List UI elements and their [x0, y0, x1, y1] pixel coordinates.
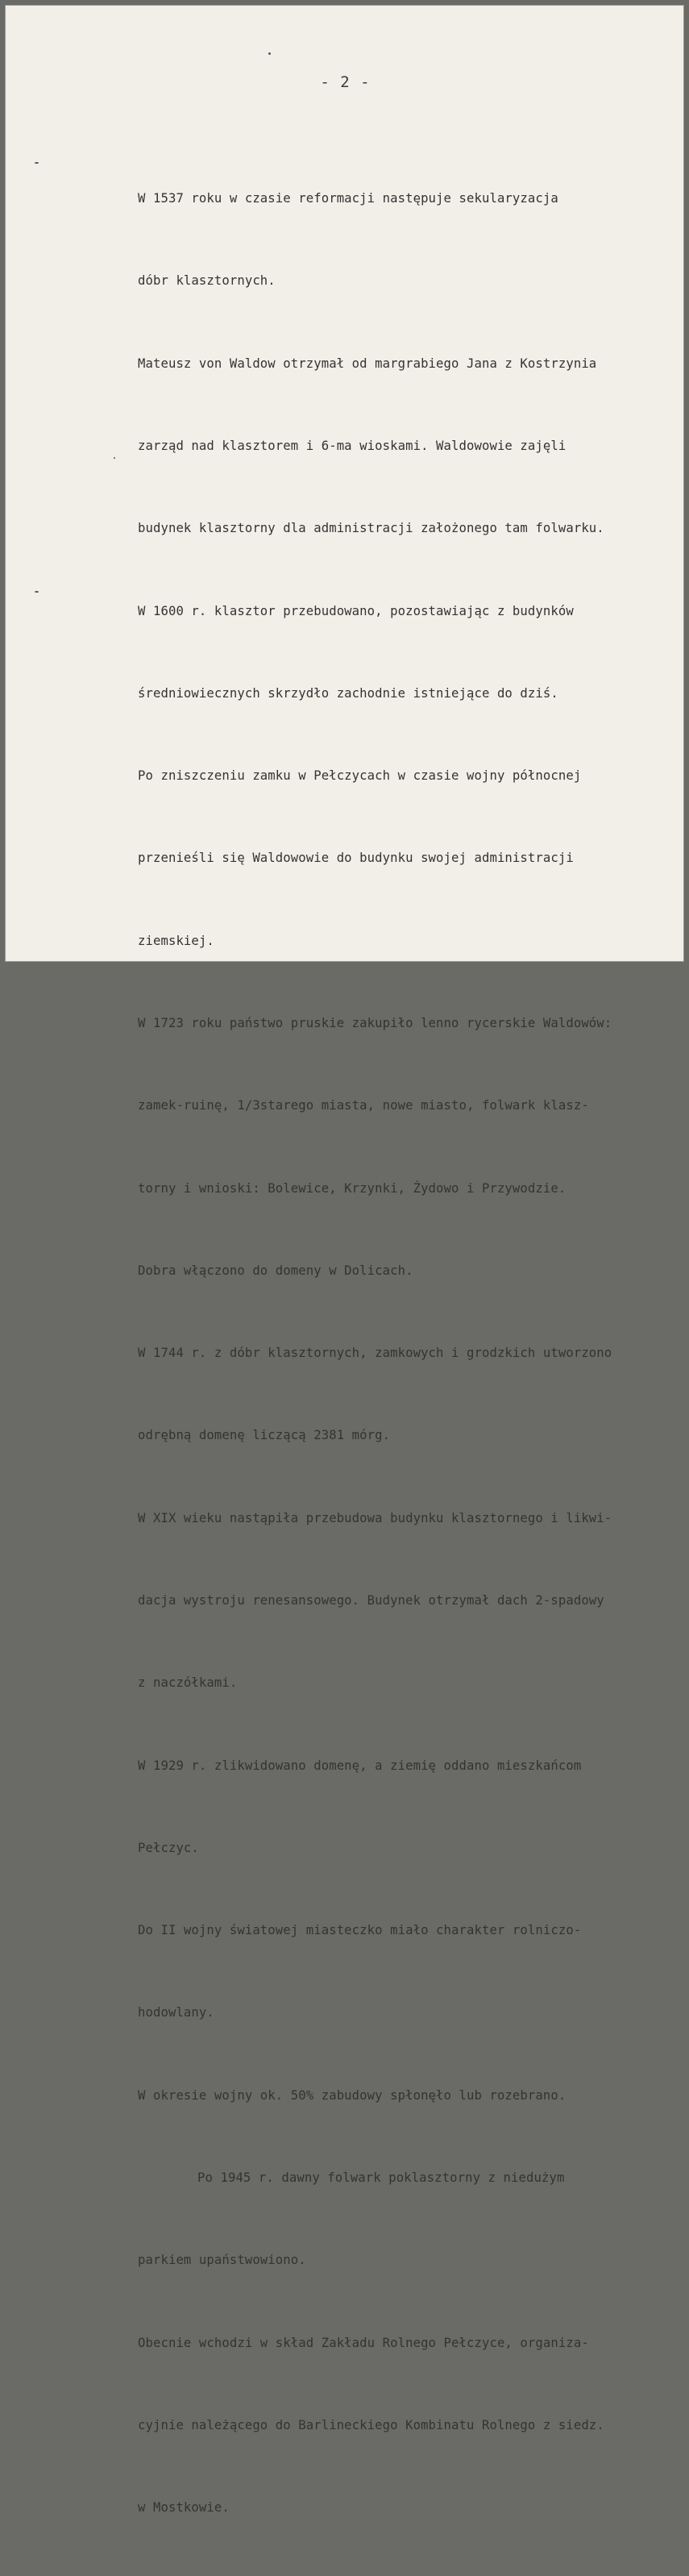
text-line: z naczółkami.: [138, 1675, 238, 1691]
text-line: Pełczyc.: [138, 1840, 199, 1855]
body-text: [138, 130, 670, 2576]
scan-speck: [35, 591, 39, 593]
scan-speck: [114, 457, 115, 459]
text-line: zamek-ruinę, 1/3starego miasta, nowe miasto, folwark klasz-: [138, 1098, 589, 1113]
text-line: budynek klasztorny dla administracji założonego tam folwarku.: [138, 521, 604, 536]
scan-speck: [268, 52, 271, 55]
text-line: zarząd nad klasztorem i 6-ma wioskami. Waldowowie zajęli: [138, 439, 567, 454]
text-line: W 1537 roku w czasie reformacji następuje sekularyzacja: [138, 191, 558, 206]
text-line: W 1723 roku państwo pruskie zakupiło lenno rycerskie Waldowów:: [138, 1016, 612, 1030]
text-line: Obecnie wchodzi w skład Zakładu Rolnego Pełczyce, organiza-: [138, 2335, 589, 2350]
text-line: przenieśli się Waldowowie do budynku swojej administracji: [138, 851, 574, 866]
text-line: cyjnie należącego do Barlineckiego Kombinatu Rolnego z siedz.: [138, 2417, 604, 2432]
text-line: parkiem upaństwowiono.: [138, 2253, 306, 2268]
text-line: Mateusz von Waldow otrzymał od margrabiego Jana z Kostrzynia: [138, 356, 597, 371]
text-line: W XIX wieku nastąpiła przebudowa budynku klasztornego i likwi-: [138, 1510, 612, 1525]
text-line: Dobra włączono do domeny w Dolicach.: [138, 1263, 413, 1278]
text-line: torny i wnioski: Bolewice, Krzynki, Żydowo i Przywodzie.: [138, 1180, 567, 1196]
text-line: W 1929 r. zlikwidowano domenę, a ziemię oddano mieszkańcom: [138, 1758, 582, 1773]
page-number: - 2 -: [320, 73, 371, 91]
text-line: średniowiecznych skrzydło zachodnie istniejące do dziś.: [138, 685, 558, 701]
text-line: W 1744 r. z dóbr klasztornych, zamkowych i grodzkich utworzono: [138, 1346, 612, 1361]
text-line: w Mostkowie.: [138, 2500, 230, 2516]
text-line: W 1600 r. klasztor przebudowano, pozostawiając z budynków: [138, 603, 574, 618]
text-line: odrębną domenę liczącą 2381 mórg.: [138, 1428, 391, 1443]
text-line: Do II wojny światowej miasteczko miało charakter rolniczo-: [138, 1923, 582, 1938]
text-line: dóbr klasztornych.: [138, 273, 276, 289]
text-line: Po zniszczeniu zamku w Pełczycach w czasie wojny północnej: [138, 768, 582, 784]
text-line: dacja wystroju renesansowego. Budynek otrzymał dach 2-spadowy: [138, 1592, 604, 1608]
document-page: [5, 5, 684, 2516]
text-line: W okresie wojny ok. 50% zabudowy spłonęło lub rozebrano.: [138, 2087, 567, 2103]
text-line: ziemskiej.: [138, 933, 214, 948]
text-line: Po 1945 r. dawny folwark poklasztorny z niedużym: [197, 2170, 565, 2185]
text-line: hodowlany.: [138, 2005, 214, 2020]
scan-speck: [35, 162, 39, 164]
